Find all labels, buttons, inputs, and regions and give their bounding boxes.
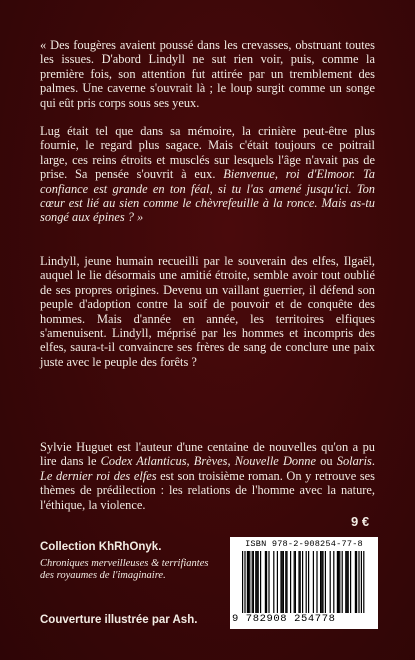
author-bio-part-g: ou: [316, 454, 337, 469]
barcode-bar: [325, 551, 326, 613]
excerpt-text-2: [40, 124, 375, 225]
barcode-bar: [249, 551, 250, 613]
barcode-bar: [322, 551, 323, 613]
barcode-bar: [356, 551, 357, 613]
barcode-bar: [355, 551, 356, 613]
barcode-bar: [298, 551, 299, 613]
ean-digits: 9 782908 254778: [232, 613, 336, 625]
collection-description: Chroniques merveilleuses & terrifiantes des royaumes de l'imaginaire.: [40, 558, 209, 581]
barcode-bar: [348, 551, 349, 613]
barcode-bar: [302, 551, 303, 613]
synopsis-text: Lindyll, jeune humain recueilli par le souverain des elfes, Ilgaël, auquel le lie désormais une amitié étroite, semble avoir tout oublié de ses propres origines. Devenu un vaillant guerrier, il défend son peuple d'adoption contre la soif de pouvoir et de conquête des hommes. Mais d'année en année, les territoires elfiques s'amenuisent. Lindyll, méprisé par les hommes et incompris des elfes, saura-t-il convaincre ses frères de sang de conclure une paix juste avec le peuple des forêts ?: [40, 254, 375, 369]
barcode-bar: [346, 551, 347, 613]
barcode-bar: [290, 551, 291, 613]
barcode-bar: [265, 551, 266, 613]
barcode-bar: [247, 551, 248, 613]
barcode-bar: [283, 551, 284, 613]
barcode-bar: [313, 551, 314, 613]
barcode-bar: [253, 551, 254, 613]
barcode-bar: [282, 551, 283, 613]
author-bio-text: [40, 440, 375, 512]
barcode-bar: [350, 551, 351, 613]
excerpt-paragraph-1: [40, 38, 375, 110]
barcode-bar: [321, 551, 322, 613]
barcode-bar: [308, 551, 309, 613]
work-nouvelle-donne: Nouvelle Donne: [234, 454, 317, 469]
cover-credit: Couverture illustrée par Ash.: [40, 614, 198, 626]
author-bio-part-a: Sylvie Huguet est l'auteur d'une centaine de nouvelles qu'on a pu lire dans le: [40, 440, 375, 469]
price-label: 9 €: [351, 514, 370, 529]
barcode-bar: [255, 551, 256, 613]
author-bio-part-e: ,: [227, 454, 235, 469]
barcode-panel: [230, 537, 378, 629]
barcode-bar: [358, 551, 359, 613]
synopsis-paragraph: [40, 254, 375, 369]
barcode-bar: [342, 551, 343, 613]
barcode-bar: [242, 551, 243, 613]
book-title: Le dernier roi des elfes: [40, 468, 157, 483]
barcode-bars: [242, 551, 368, 613]
barcode-bar: [273, 551, 274, 613]
barcode-bar: [286, 551, 287, 613]
author-bio-paragraph: [40, 440, 375, 512]
barcode-bar: [268, 551, 269, 613]
barcode-bar: [333, 551, 334, 613]
isbn-label: ISBN 978-2-908254-77-8: [245, 539, 363, 549]
barcode-bar: [363, 551, 364, 613]
barcode-bar: [266, 551, 267, 613]
barcode-bar: [339, 551, 340, 613]
barcode-bar: [295, 551, 296, 613]
barcode-bar: [252, 551, 253, 613]
barcode-bar: [300, 551, 301, 613]
barcode-bar: [294, 551, 295, 613]
work-codex-atlanticus: Codex Atlanticus: [100, 454, 187, 469]
barcode-bar: [248, 551, 249, 613]
excerpt-text-2-intro: Lug était tel que dans sa mémoire, la crinière peut-être plus fournie, le regard plus sagace. Mais c'était toujours ce poitrail large, ces reins étroits et musclés sur lesquels l'âge n'avait pas de prise. Sa pensée s'ouvrit à eux.: [40, 124, 375, 182]
barcode-bar: [320, 551, 321, 613]
work-solaris: Solaris: [336, 454, 372, 469]
barcode-bar: [316, 551, 317, 613]
barcode-bar: [330, 551, 331, 613]
work-breves: Brèves: [193, 454, 228, 469]
barcode-bar: [260, 551, 261, 613]
barcode-bar: [337, 551, 338, 613]
barcode-bar: [244, 551, 245, 613]
barcode-bar: [258, 551, 259, 613]
author-bio-part-i: .: [371, 454, 375, 469]
collection-title: Collection KhRhOnyk.: [40, 541, 162, 553]
excerpt-paragraph-2: [40, 124, 375, 225]
barcode-bar: [285, 551, 286, 613]
barcode-bar: [256, 551, 257, 613]
barcode-bar: [338, 551, 339, 613]
excerpt-text-2-quote: Bienvenue, roi d'Elmoor. Ta confiance est grande en ton féal, si tu l'as amené jusqu'ici. Ton cœur est lié au sien comme le chèvrefeuille à la ronce. Mais as-tu songé aux épines ? »: [40, 167, 375, 225]
barcode-bar: [277, 551, 278, 613]
barcode-bar: [345, 551, 346, 613]
excerpt-text-1: « Des fougères avaient poussé dans les crevasses, obstruant toutes les issues. D'abord Lindyll ne sut rien voir, puis, comme la première fois, son attention fut attirée par un tremblement des palmes. Une caverne s'ouvrait là ; le loup surgit comme un songe qui eût pris corps sous ses yeux.: [40, 38, 375, 110]
author-bio-part-k: est son troisième roman. On y retrouve ses thèmes de prédilection : les relations de l'homme avec la nature, l'éthique, la violence.: [40, 468, 375, 512]
barcode-bar: [280, 551, 281, 613]
barcode-bar: [306, 551, 307, 613]
barcode-bar: [361, 551, 362, 613]
author-bio-part-c: ,: [186, 454, 194, 469]
